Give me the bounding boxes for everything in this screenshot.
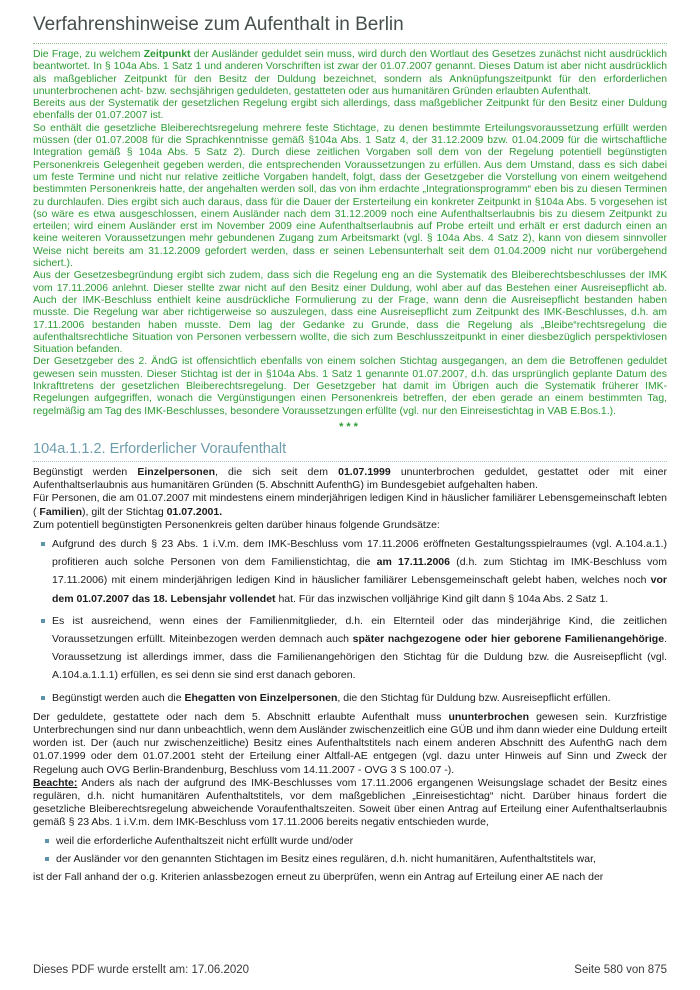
bullet-square-icon [45, 839, 49, 843]
bullet-item [41, 689, 667, 707]
bullet-item [45, 853, 667, 866]
body-paragraph: Der geduldete, gestattete oder nach dem 5. Abschnitt erlaubte Aufenthalt muss ununterbrochen gewesen sein. Kurzfristige Unterbrechungen sind nur dann unbeachtlich, wenn dem Ausländer zwischenzeitlich eine GÜB und ihm dann wieder eine Duldung erteilt worden ist. Der (auch nur zwischenzeitliche) Besitz eines Aufenthaltstitels nach einem anderen Abschnitt des AufenthG nach dem 01.07.1999 oder dem 01.07.2001 steht der Erteilung einer Altfall-AE entgegen (vgl. dazu unter Hinweis auf Sinn und Zweck der Regelung auch OVG Berlin-Brandenburg, Beschluss vom 14.11.2007 - OVG 3 S 100.07 -). [33, 710, 668, 776]
page-footer [33, 964, 667, 976]
negative-decision-bullet-list [33, 835, 667, 866]
bullet-square-icon [41, 619, 45, 623]
closing-block [33, 871, 667, 884]
intro-green-block [33, 49, 667, 418]
stars-separator: *** [339, 420, 361, 433]
intro-paragraph: Die Frage, zu welchem Zeitpunkt der Ausländer geduldet sein muss, wird durch den Wortlaut des Gesetzes zunächst nicht ausdrücklich beantwortet. In § 104a Abs. 1 Satz 1 und anderen Vorschriften ist zwar der 01.07.2007 genannt. Dieses Datum ist aber nicht ausdrücklich als maßgeblicher Zeitpunkt für den Besitz der Duldung bezeichnet, sondern als Anknüpfungszeitpunkt für den erforderlichen ununterbrochenen acht- bzw. sechsjährigen geduldeten, gestatteten oder aus humanitären Gründen erlaubten Aufenthalt. [33, 49, 667, 97]
body-paragraph: Begünstigt werden Einzelpersonen, die sich seit dem 01.07.1999 ununterbrochen geduldet, gestattet oder mit einer Aufenthaltserlaubnis aus humanitären Gründen (5. Abschnitt AufenthG) im Bundesgebiet aufgehalten haben. [33, 465, 668, 492]
intro-paragraph: Aus der Gesetzesbegründung ergibt sich zudem, dass sich die Regelung eng an die Systematik des Bleiberechtsbeschlusses der IMK vom 17.11.2006 anlehnt. Dieser stellte zwar nicht auf den Besitz einer Duldung, wohl aber auf das Bestehen einer Ausreisepflicht ab. Auch der IMK-Beschluss enthielt keine ausdrückliche Formulierung zu der Frage, wann denn die Ausreisepflicht bestanden haben musste. Die Regelung war aber richtigerweise so auszulegen, dass eine Ausreisepflicht zum Zeitpunkt des IMK-Beschlusses, d.h. am 17.11.2006 bestanden haben musste. Dem lag der Gedanke zu Grunde, dass die Regelung als „Bleibe“rechtsregelung die aufenthaltsrechtliche Situation von Personen verbessern wollte, die sich zum Beschlusszeitpunkt in einer diesbezüglich perspektivlosen Situation befanden. [33, 270, 667, 356]
page-title: Verfahrenshinweise zum Aufenthalt in Berlin [33, 14, 667, 44]
bullet-item [41, 612, 667, 685]
principles-bullet-list [33, 535, 667, 707]
bullet-square-icon [45, 857, 49, 861]
section-heading: 104a.1.1.2. Erforderlicher Voraufenthalt [33, 441, 667, 462]
bullet-item [45, 835, 667, 848]
bullet-square-icon [41, 696, 45, 700]
footer-created-date: Dieses PDF wurde erstellt am: 17.06.2020 [33, 964, 250, 976]
intro-paragraph: So enthält die gesetzliche Bleiberechtsregelung mehrere feste Stichtage, zu denen bestimmte Erteilungsvoraussetzung erfüllt werden müssen (der 01.07.2008 für die Sprachkenntnisse gemäß §104a Abs. 1 Satz 4, der 31.12.2009 bzw. 01.04.2009 für die wirtschaftliche Integration gemäß § 104a Abs. 5 Satz 2). Durch diese zeitlichen Vorgaben soll dem von der Regelung potentiell begünstigten Personenkreis Gelegenheit gegeben werden, die entsprechenden Voraussetzungen zu erfüllen. Aus dem Umstand, dass es sich dabei um feste Termine und nicht nur relative zeitliche Vorgaben handelt, folgt, dass der Gesetzgeber die Vorstellung von einem weitgehend bestimmten Personenkreis hatte, der angehalten werden soll, das von ihm erdachte „Integrationsprogramm“ eben bis zu diesen Terminen zu durchlaufen. Dies ergibt sich auch daraus, dass für die Dauer der Ersterteilung ein konkreter Zeitpunkt in §104a Abs. 5 vorgesehen ist (so wäre es etwa ausgeschlossen, einem Ausländer nach dem 31.12.2009 noch eine Aufenthaltserlaubnis bis zu diesem Zeitpunkt zu erteilen; wird einem Ausländer erst im November 2009 eine Aufenthaltserlaubnis auf Probe erteilt und erhält er erst dadurch einen an keine weiteren Voraussetzungen mehr gebundenen Zugang zum Arbeitsmarkt (vgl. § 104a Abs. 4 Satz 2), kann von diesem sinnvoller Weise nicht bereits am 31.12.2009 gefordert werden, dass er seinen Lebensunterhalt seit dem 01.04.2009 nicht nur vorübergehend sichert.). [33, 122, 667, 270]
body-paragraph: Für Personen, die am 01.07.2007 mit mindestens einem minderjährigen ledigen Kind in häuslicher familiärer Lebensgemeinschaft lebten ( Familien), gilt der Stichtag 01.07.2001. [33, 492, 667, 518]
beachte-paragraph: Beachte: Anders als nach der aufgrund des IMK-Beschlusses vom 17.11.2006 ergangenen Weisungslage schadet der Besitz eines regulären, d.h. nicht humanitären Aufenthaltstitels, vor dem maßgeblichen „Einreisestichtag“ nicht. Darüber hinaus fordert die gesetzliche Bleiberechtsregelung abweichende Voraufenthaltszeiten. Soweit über einen Antrag auf Erteilung einer Aufenthaltserlaubnis gemäß § 23 Abs. 1 i.V.m. dem IMK-Beschluss vom 17.11.2006 bereits negativ entschieden wurde, [33, 776, 667, 829]
body-paragraph: ist der Fall anhand der o.g. Kriterien anlassbezogen erneut zu überprüfen, wenn ein Antrag auf Erteilung einer AE nach der [33, 870, 604, 883]
bullet-text: der Ausländer vor den genannten Stichtagen im Besitz eines regulären, d.h. nicht humanitären, Aufenthaltstitels war, [56, 852, 596, 865]
bullet-item [41, 535, 667, 608]
intro-paragraph: Der Gesetzgeber des 2. ÄndG ist offensichtlich ebenfalls von einem solchen Stichtag ausgegangen, an dem die Betroffenen geduldet gewesen sein mussten. Dieser Stichtag ist der in §104a Abs. 1 Satz 1 genannte 01.07.2007, d.h. das ursprünglich geplante Datum des Inkrafttretens der gesetzlichen Bleiberechtsregelung. Der Gesetzgeber hat damit im Übrigen auch die Systematik früherer IMK-Regelungen aufgegriffen, wonach die Vergünstigungen einen Personenkreis betreffen, der eben gerade an einem bestimmten Tag, regelmäßig am Tag des IMK-Beschlusses, besondere Voraussetzungen erfüllte (vgl. nur den Einreisestichtag in VAB E.Bos.1.). [33, 356, 667, 417]
bullet-text: Aufgrund des durch § 23 Abs. 1 i.V.m. dem IMK-Beschluss vom 17.11.2006 eröffneten Gestaltungsspielraumes (vgl. A.104.a.1.) profitieren auch solche Personen von dem Familienstichtag, die am 17.11.2006 (d.h. zum Stichtag im IMK-Beschluss vom 17.11.2006) mit einem minderjährigen ledigen Kind in häuslicher familiärer Lebensgemeinschaft gelebt haben, welches noch vor dem 01.07.2007 das 18. Lebensjahr vollendet hat. Für das inzwischen volljährige Kind gilt dann § 104a Abs. 2 Satz 1. [52, 537, 667, 605]
bullet-text: weil die erforderliche Aufenthaltszeit nicht erfüllt wurde und/oder [56, 834, 354, 847]
bullet-square-icon [41, 542, 45, 546]
intro-paragraph: Bereits aus der Systematik der gesetzlichen Regelung ergibt sich allerdings, dass maßgeblicher Zeitpunkt für den Besitz einer Duldung ebenfalls der 01.07.2007 ist. [33, 98, 667, 122]
bullet-text: Es ist ausreichend, wenn eines der Familienmitglieder, d.h. ein Elternteil oder das minderjährige Kind, die zeitlichen Voraussetzungen erfüllt. Miteinbezogen werden demnach auch später nachgezogene oder hier geborene Familienangehörige. Voraussetzung ist allerdings immer, dass die Familienangehörigen den Stichtag für die Duldung bzw. die Ausreisepflicht (vgl. A.104.a.1.1.1) erfüllen, es sei denn sie sind erst danach geboren. [52, 614, 667, 682]
section-body [33, 466, 667, 884]
body-paragraph: Zum potentiell begünstigten Personenkreis gelten darüber hinaus folgende Grundsätze: [33, 518, 440, 531]
bullet-text: Begünstigt werden auch die Ehegatten von Einzelpersonen, die den Stichtag für Duldung bzw. Ausreisepflicht erfüllen. [52, 691, 611, 704]
footer-page-number: Seite 580 von 875 [574, 964, 667, 976]
